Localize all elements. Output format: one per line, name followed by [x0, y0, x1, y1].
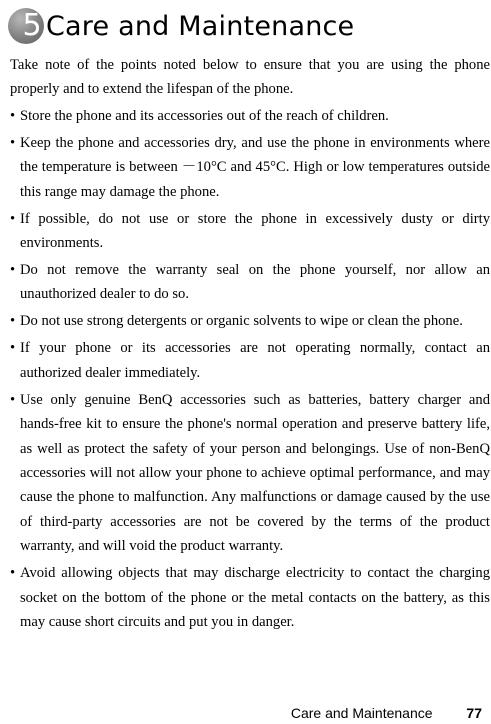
bullet-dot: • [10, 134, 16, 151]
chapter-number-badge [8, 8, 44, 44]
chapter-title: Care and Maintenance [46, 10, 355, 42]
care-tip-item [10, 309, 490, 333]
bullet-dot: • [10, 391, 16, 408]
care-tip-item [10, 388, 490, 559]
bullet-dot: • [10, 262, 16, 279]
care-tip-item [10, 104, 490, 128]
footer-section-label: Care and Maintenance [290, 705, 433, 721]
bullet-dot: • [10, 107, 16, 124]
care-tip-item [10, 131, 490, 204]
bullet-dot: • [10, 340, 16, 357]
care-tip-item [10, 207, 490, 256]
care-tip-text: Do not use strong detergents or organic solvents to wipe or clean the phone. [20, 313, 463, 330]
bullet-dot: • [10, 565, 16, 582]
page-footer [291, 705, 482, 721]
chapter-number: 5 [22, 8, 42, 43]
bullet-dot: • [10, 210, 16, 227]
care-tip-item [10, 336, 490, 385]
care-tip-text: If possible, do not use or store the phone in excessively dusty or dirty environments. [20, 210, 490, 252]
intro-paragraph: Take note of the points noted below to ensure that you are using the phone properly and to extend the lifespan of the phone. [10, 57, 490, 98]
care-tip-text: Use only genuine BenQ accessories such as batteries, battery charger and hands-free kit to ensure the phone's normal operation and preserve battery life, as well as protect the safety of your person and belongings. Use of non-BenQ accessories will not allow your phone to achieve optimal performance, and may cause the phone to malfunction. Any malfunctions or damage caused by the use of third-party accessories are not be covered by the terms of the product warranty, and will void the product warranty. [20, 391, 490, 555]
page-body [10, 53, 490, 637]
chapter-header [8, 4, 354, 48]
care-tip-text: Store the phone and its accessories out of the reach of children. [20, 107, 389, 124]
page-number: 77 [466, 705, 482, 721]
care-tips-list [10, 104, 490, 635]
care-tip-item [10, 561, 490, 634]
care-tip-item [10, 258, 490, 307]
care-tip-text: If your phone or its accessories are not operating normally, contact an authorized dealer immediately. [20, 340, 490, 381]
care-tip-text: Avoid allowing objects that may discharge electricity to contact the charging socket on the bottom of the phone or the metal contacts on the battery, as this may cause short circuits and put you in danger. [20, 565, 490, 631]
bullet-dot: • [10, 313, 16, 330]
care-tip-text: Keep the phone and accessories dry, and use the phone in environments where the temperature is between －10°C and 45°C. High or low temperatures outside this range may damage the phone. [20, 134, 490, 200]
care-tip-text: Do not remove the warranty seal on the phone yourself, nor allow an unauthorized dealer to do so. [20, 262, 490, 303]
